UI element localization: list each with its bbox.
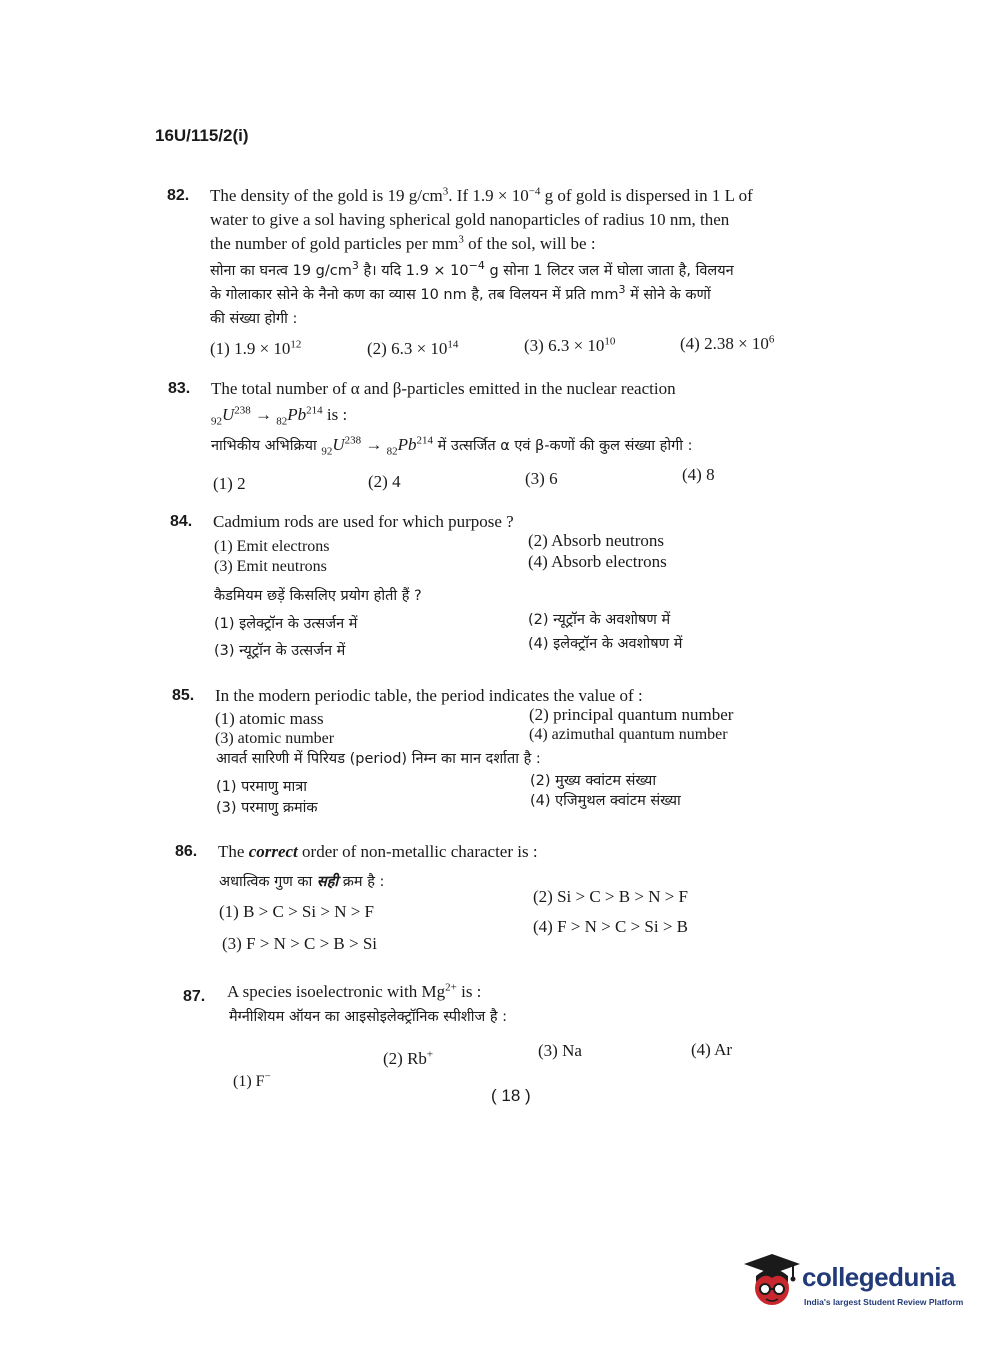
question-text-hi: के गोलाकार सोने के नैनो कण का व्यास 10 nm है, तब विलयन में प्रति $mm^3$ में सोने के कणों xyxy=(210,283,711,303)
option-3: (3) F > N > C > B > Si xyxy=(222,934,378,953)
question-number: 87. xyxy=(183,988,206,1005)
option-1: (1) 2 xyxy=(213,474,246,493)
option-2: (2) Rb+ xyxy=(383,1048,434,1068)
option-4: (4) 8 xyxy=(682,465,715,484)
question-82 xyxy=(167,184,847,364)
logo-wordmark: collegedunia xyxy=(802,1262,955,1292)
option-4: (4) Ar xyxy=(691,1040,733,1059)
question-text-hi: सोना का घनत्व 19 $g/cm^3$ है। यदि $1.9 \times 10^{-4}$ g सोना 1 लिटर जल में घोला जाता है, विलयन xyxy=(210,259,734,279)
question-number: 82. xyxy=(167,187,190,204)
hindi-option-4: (4) इलेक्ट्रॉन के अवशोषण में xyxy=(528,636,683,652)
option-3: (3) Na xyxy=(538,1041,582,1060)
question-text-hi: मैग्नीशियम ऑयन का आइसोइलेक्ट्रॉनिक स्पीशीज है : xyxy=(229,1009,508,1025)
question-text-en: the number of gold particles per $mm^3$ of the sol, will be : xyxy=(210,233,596,253)
question-text-en: Cadmium rods are used for which purpose ? xyxy=(213,512,514,531)
nuclear-equation: $_{92}U^{238} \to _{82}Pb^{214}$ is : xyxy=(211,404,348,428)
option-3: (3) 6 xyxy=(525,469,558,488)
hindi-option-2: (2) न्यूट्रॉन के अवशोषण में xyxy=(528,612,671,628)
option-3: (3) $6.3 \times 10^{10}$ xyxy=(524,335,616,355)
mascot-icon xyxy=(742,1250,802,1320)
question-text-hi: आवर्त सारिणी में पिरियड (period) निम्न का मान दर्शाता है : xyxy=(216,751,541,767)
option-4: (4) Absorb electrons xyxy=(528,552,667,571)
option-2: (2) Si > C > B > N > F xyxy=(533,887,689,906)
question-number: 86. xyxy=(175,843,198,860)
option-3: (3) Emit neutrons xyxy=(214,558,327,575)
question-text-en: In the modern periodic table, the period indicates the value of : xyxy=(215,686,643,705)
option-2: (2) $6.3 \times 10^{14}$ xyxy=(367,338,459,358)
question-text-en: The correct order of non-metallic character is : xyxy=(218,842,538,861)
hindi-option-2: (2) मुख्य क्वांटम संख्या xyxy=(530,773,657,789)
question-text-en: water to give a sol having spherical gold nanoparticles of radius 10 nm, then xyxy=(210,210,730,229)
question-number: 83. xyxy=(168,380,191,397)
question-text-hi: कैडमियम छड़ें किसलिए प्रयोग होती हैं ? xyxy=(214,588,422,604)
hindi-option-1: (1) परमाणु मात्रा xyxy=(216,779,308,795)
hindi-option-1: (1) इलेक्ट्रॉन के उत्सर्जन में xyxy=(214,616,358,632)
option-2: (2) principal quantum number xyxy=(529,705,734,724)
option-3: (3) atomic number xyxy=(215,730,335,747)
hindi-option-3: (3) न्यूट्रॉन के उत्सर्जन में xyxy=(214,643,346,659)
option-1: (1) Emit electrons xyxy=(214,538,330,555)
paper-code: 16U/115/2(i) xyxy=(155,126,249,145)
question-text-hi: की संख्या होगी : xyxy=(210,311,298,327)
question-number: 85. xyxy=(172,687,195,704)
option-1: (1) F− xyxy=(233,1070,271,1090)
page-number: ( 18 ) xyxy=(491,1086,531,1105)
question-number: 84. xyxy=(170,513,193,530)
hindi-option-3: (3) परमाणु क्रमांक xyxy=(216,800,318,816)
logo-tagline: India's largest Student Review Platform xyxy=(804,1297,964,1307)
question-84 xyxy=(170,510,850,670)
question-text-hi: नाभिकीय अभिक्रिया $_{92}U^{238} \to _{82}Pb^{214}$ में उत्सर्जित α एवं β-कणों की कुल संख्या होगी : xyxy=(211,434,693,458)
option-4: (4) $2.38 \times 10^6$ xyxy=(680,333,775,353)
option-1: (1) $1.9 \times 10^{12}$ xyxy=(210,338,302,358)
option-1: (1) B > C > Si > N > F xyxy=(219,902,375,921)
option-4: (4) azimuthal quantum number xyxy=(529,726,728,743)
question-86 xyxy=(175,840,855,960)
question-text-en: The total number of α and β-particles emitted in the nuclear reaction xyxy=(211,379,676,398)
question-87 xyxy=(183,980,863,1090)
question-text-en: A species isoelectronic with $Mg^{2+}$ is : xyxy=(227,981,482,1001)
option-2: (2) Absorb neutrons xyxy=(528,531,664,550)
hindi-option-4: (4) एजिमुथल क्वांटम संख्या xyxy=(530,793,681,809)
question-text-en: The density of the gold is 19 $g/cm^3$. If $1.9 \times 10^{-4}$ g of gold is dispersed in 1 L of xyxy=(210,185,753,205)
question-text-hi: अधात्विक गुण का सही क्रम है : xyxy=(219,874,385,890)
question-83 xyxy=(168,377,848,497)
question-85 xyxy=(172,684,852,824)
collegedunia-logo[interactable] xyxy=(742,1250,972,1320)
option-1: (1) atomic mass xyxy=(215,709,324,728)
option-2: (2) 4 xyxy=(368,472,401,491)
option-4: (4) F > N > C > Si > B xyxy=(533,917,689,936)
